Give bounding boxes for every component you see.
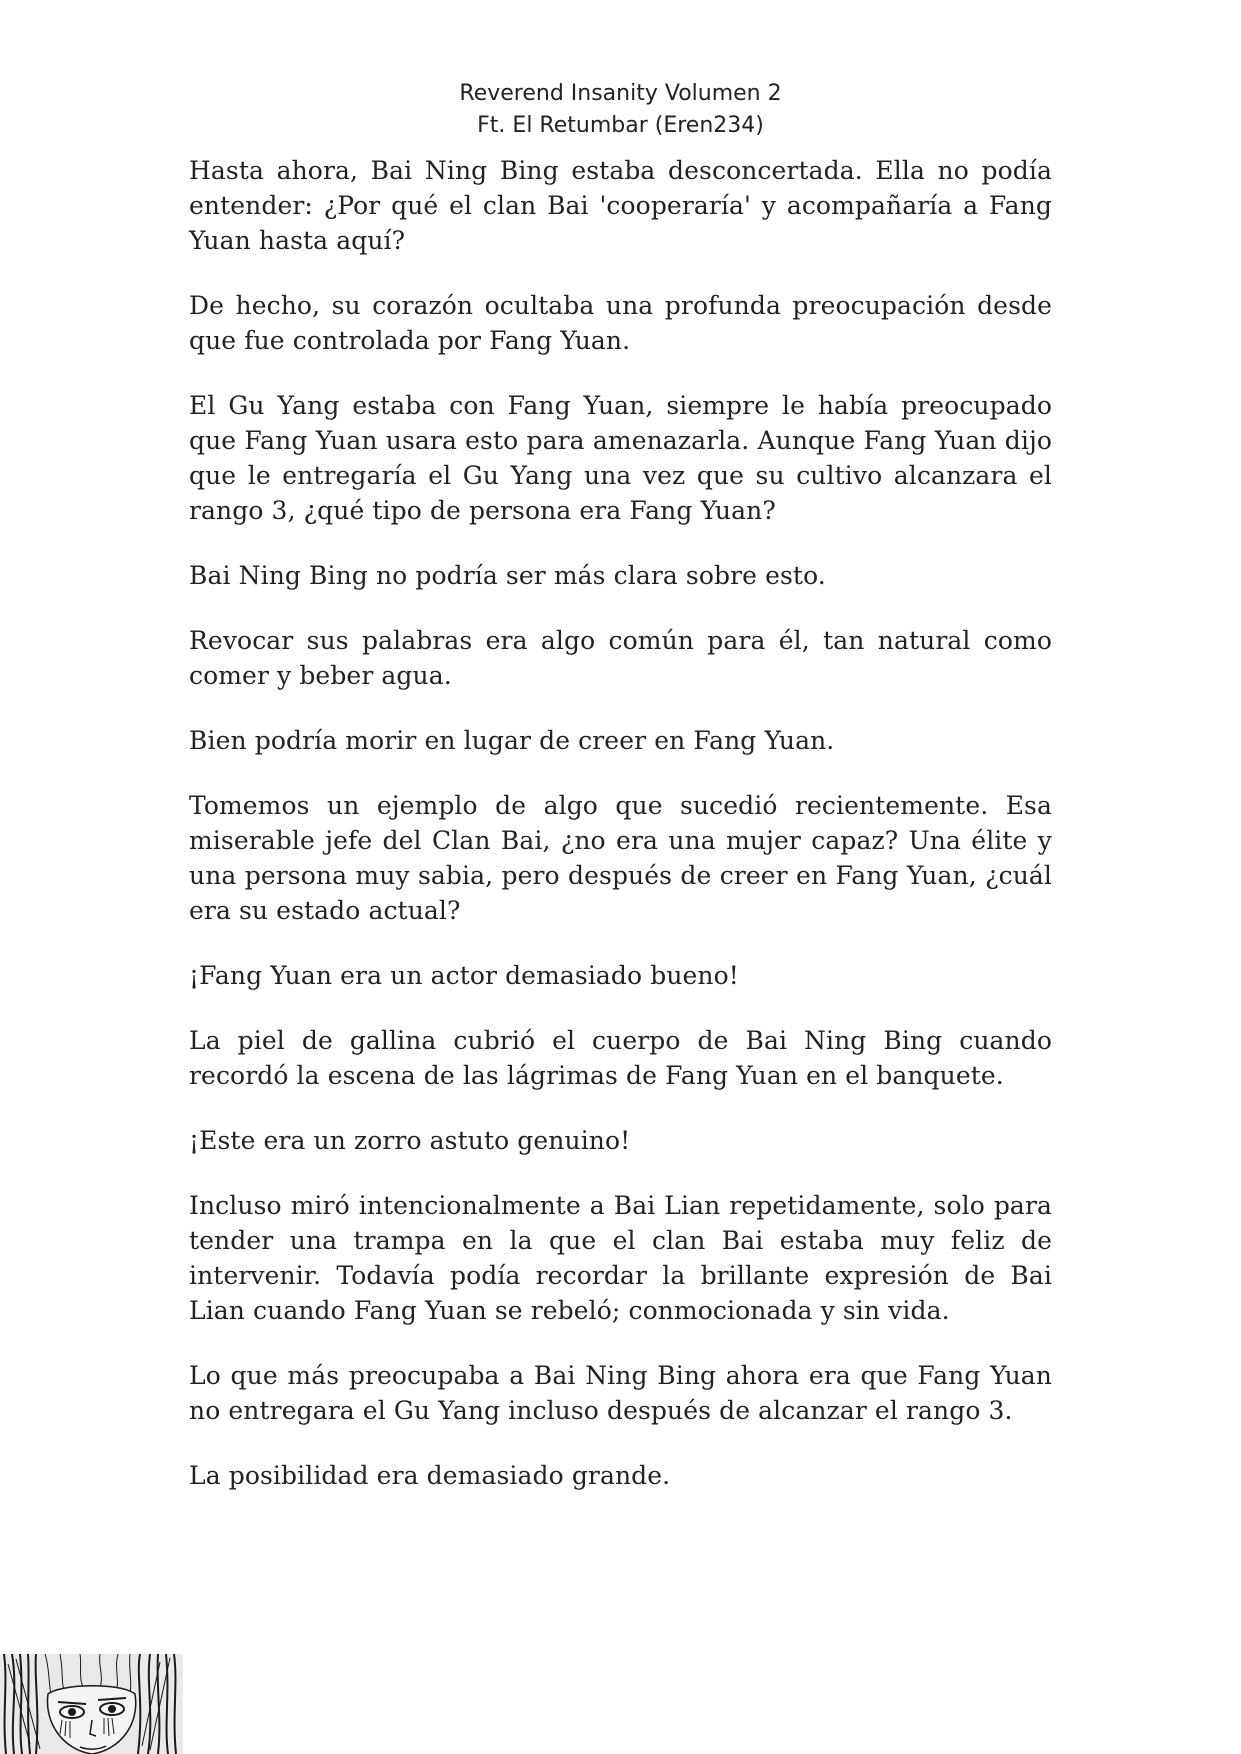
paragraph: Bien podría morir en lugar de creer en Fang Yuan. [189,726,835,755]
paragraph: Incluso miró intencionalmente a Bai Lian repetidamente, solo para tender una trampa en la que el clan Bai estaba muy feliz de intervenir. Todavía podía recordar la brillante expresión de Bai Lian cuando Fang Yuan se rebeló; conmocionada y sin vida. [189,1191,1052,1325]
manga-portrait-icon [0,1654,183,1754]
paragraph: La posibilidad era demasiado grande. [189,1461,671,1490]
document-body [189,153,1052,1523]
paragraph: ¡Este era un zorro astuto genuino! [189,1126,631,1155]
paragraph: Hasta ahora, Bai Ning Bing estaba desconcertada. Ella no podía entender: ¿Por qué el clan Bai 'cooperaría' y acompañaría a Fang Yuan hasta aquí? [189,156,1052,255]
page-header [0,78,1241,142]
paragraph: Bai Ning Bing no podría ser más clara sobre esto. [189,561,826,590]
paragraph: El Gu Yang estaba con Fang Yuan, siempre le había preocupado que Fang Yuan usara esto para amenazarla. Aunque Fang Yuan dijo que le entregaría el Gu Yang una vez que su cultivo alcanzara el rango 3, ¿qué tipo de persona era Fang Yuan? [189,391,1052,525]
paragraph: De hecho, su corazón ocultaba una profunda preocupación desde que fue controlada por Fang Yuan. [189,291,1052,355]
paragraph: Lo que más preocupaba a Bai Ning Bing ahora era que Fang Yuan no entregara el Gu Yang incluso después de alcanzar el rango 3. [189,1361,1052,1425]
paragraph: Revocar sus palabras era algo común para él, tan natural como comer y beber agua. [189,626,1052,690]
paragraph: Tomemos un ejemplo de algo que sucedió recientemente. Esa miserable jefe del Clan Bai, ¿no era una mujer capaz? Una élite y una persona muy sabia, pero después de creer en Fang Yuan, ¿cuál era su estado actual? [189,791,1052,925]
paragraph: La piel de gallina cubrió el cuerpo de Bai Ning Bing cuando recordó la escena de las lágrimas de Fang Yuan en el banquete. [189,1026,1052,1090]
portrait-drawing [0,1654,183,1754]
paragraph: ¡Fang Yuan era un actor demasiado bueno! [189,961,739,990]
header-credit: Ft. El Retumbar (Eren234) [477,113,764,138]
header-title: Reverend Insanity Volumen 2 [459,81,782,106]
